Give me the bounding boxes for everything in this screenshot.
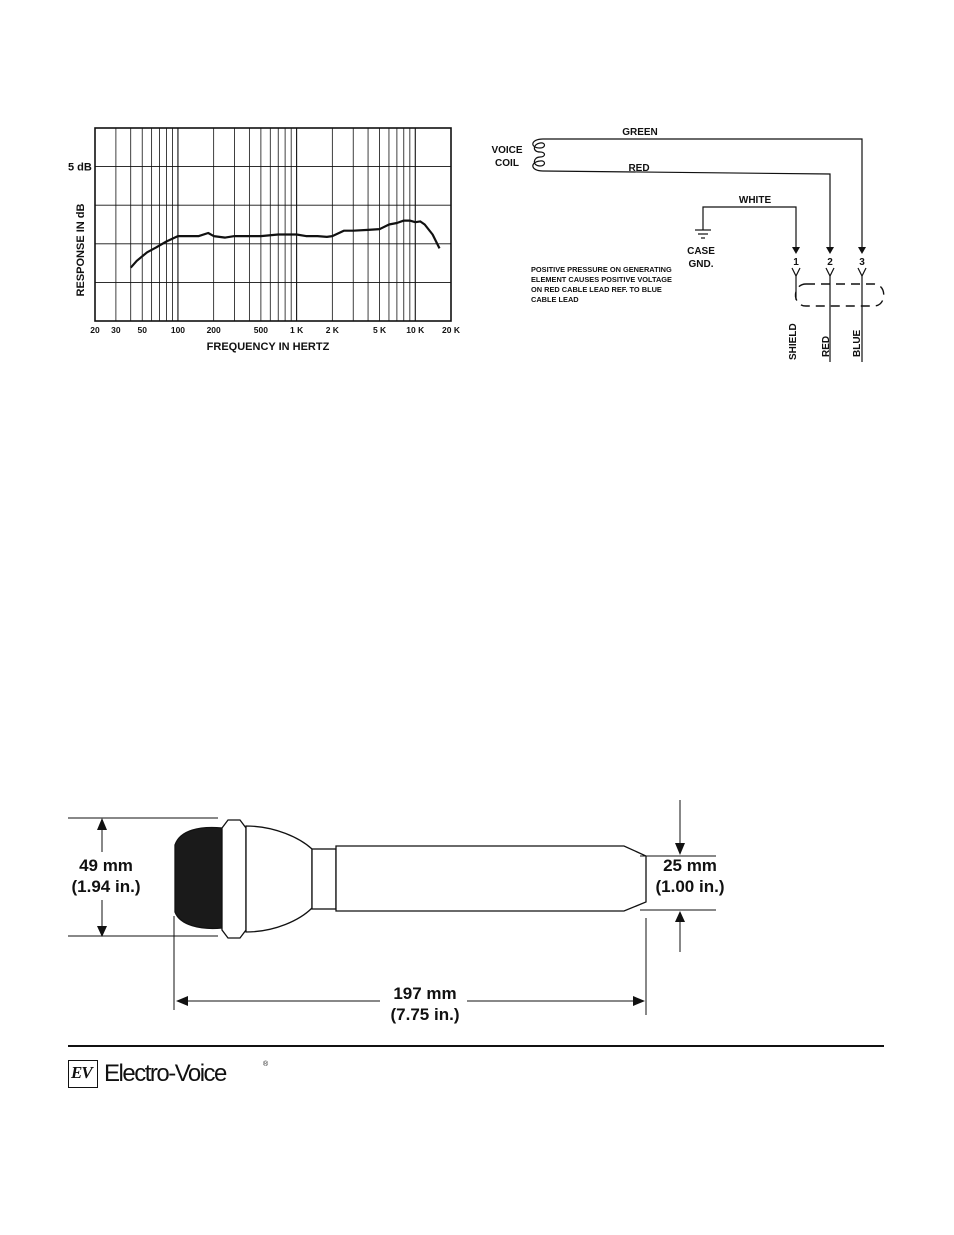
ground-icon	[695, 230, 711, 238]
footer-rule	[68, 1045, 884, 1047]
frequency-response-chart	[0, 0, 480, 370]
x-tick-label: 2 K	[325, 325, 339, 335]
red-wire-label: RED	[628, 163, 650, 174]
neck	[312, 849, 336, 909]
white-wire	[703, 207, 796, 252]
white-wire-label: WHITE	[738, 195, 772, 206]
brand-wordmark: Electro-Voice	[104, 1060, 226, 1087]
chart-plot-area	[95, 128, 451, 321]
x-tick-label: 200	[206, 325, 221, 335]
head-shell	[246, 826, 312, 932]
tail-diameter-label: 25 mm (1.00 in.)	[655, 856, 725, 896]
x-tick-label: 20	[90, 325, 100, 335]
connector-pin-icons	[792, 268, 866, 290]
pin-2-label: 2	[827, 257, 833, 268]
x-tick-label: 1 K	[289, 325, 304, 335]
ev-logo-mark	[68, 1060, 98, 1088]
length-label: 197 mm (7.75 in.)	[390, 984, 460, 1024]
x-tick-label: 30	[111, 325, 121, 335]
x-tick-label: 20 K	[442, 325, 460, 335]
green-wire	[543, 139, 862, 252]
red-lead-label: RED	[821, 335, 832, 357]
microphone-dimension-drawing	[0, 790, 954, 1030]
microphone-outline	[175, 820, 646, 938]
y-axis-label: RESPONSE IN dB	[75, 203, 87, 297]
x-tick-label: 10 K	[406, 325, 425, 335]
case-ground-label: CASE GND.	[687, 246, 715, 270]
x-tick-label: 5 K	[372, 325, 387, 335]
red-wire	[543, 171, 830, 252]
head-ring	[222, 820, 246, 938]
x-tick-labels	[90, 325, 461, 335]
pin-1-label: 1	[793, 257, 799, 268]
scale-label: 5 dB	[68, 161, 92, 174]
grille	[175, 828, 222, 929]
x-tick-label: 50	[137, 325, 147, 335]
registered-mark: ®	[263, 1061, 269, 1068]
polarity-note: POSITIVE PRESSURE ON GENERATING ELEMENT CAUSES POSITIVE VOLTAGE ON RED CABLE LEAD REF. TO BLUE CABLE LEAD	[531, 265, 672, 304]
wiring-diagram	[480, 100, 900, 370]
handle	[336, 846, 646, 911]
cable-shield	[796, 284, 884, 306]
blue-lead-label: BLUE	[852, 329, 863, 357]
green-wire-label: GREEN	[622, 127, 658, 138]
voice-coil-symbol	[533, 139, 545, 171]
head-diameter-label: 49 mm (1.94 in.)	[71, 856, 141, 896]
voice-coil-label: VOICE COIL	[491, 145, 523, 169]
x-tick-label: 500	[253, 325, 268, 335]
arrow-icons	[792, 247, 866, 254]
ev-logo-mark-text: EV	[71, 1063, 92, 1082]
pin-3-label: 3	[859, 257, 865, 268]
x-tick-label: 100	[170, 325, 186, 335]
shield-lead-label: SHIELD	[788, 323, 799, 360]
x-axis-label: FREQUENCY IN HERTZ	[206, 341, 330, 353]
ev-logo	[68, 1060, 268, 1092]
